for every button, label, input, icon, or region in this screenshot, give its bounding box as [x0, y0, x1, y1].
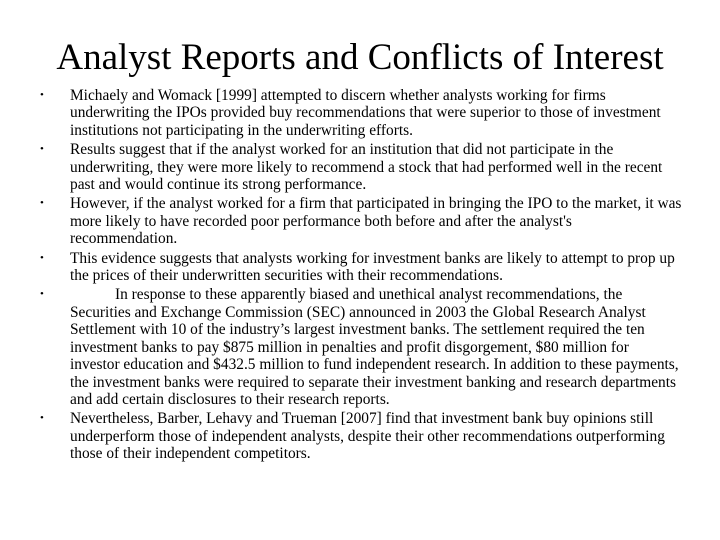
- bullet-marker: •: [40, 197, 44, 210]
- bullet-text: Results suggest that if the analyst worked for an institution that did not participate in the underwriting, they were more likely to recommend a stock that had performed well in the recent past and would continue its strong performance.: [70, 141, 663, 194]
- bullet-list: [0, 87, 720, 465]
- bullet-item: [0, 195, 720, 247]
- bullet-item: [0, 410, 720, 462]
- bullet-item: [0, 250, 720, 285]
- bullet-item: [0, 87, 720, 139]
- bullet-marker: •: [40, 288, 44, 301]
- bullet-item: [0, 286, 720, 408]
- bullet-item: [0, 141, 720, 193]
- bullet-marker: •: [40, 89, 44, 101]
- bullet-text: Michaely and Womack [1999] attempted to discern whether analysts working for firms underwriting the IPOs provided buy recommendations that were superior to those of investment institutions not participating in the underwriting efforts.: [70, 87, 661, 139]
- bullet-text: This evidence suggests that analysts working for investment banks are likely to attempt to prop up the prices of their underwritten securities with their recommendations.: [70, 249, 675, 285]
- bullet-marker: •: [40, 412, 44, 425]
- slide-title: Analyst Reports and Conflicts of Interest: [56, 37, 664, 78]
- bullet-text: However, if the analyst worked for a firm that participated in bringing the IPO to the market, it was more likely to have recorded poor performance both before and after the analyst's recommendation.: [70, 195, 682, 248]
- bullet-text: Nevertheless, Barber, Lehavy and Trueman [2007] find that investment bank buy opinions still underperform those of independent analysts, despite their other recommendations outperforming those of their independent competitors.: [70, 410, 665, 463]
- bullet-text: In response to these apparently biased and unethical analyst recommendations, the Securities and Exchange Commission (SEC) announced in 2003 the Global Research Analyst Settlement with 10 of the industry’s largest investment banks. The settlement required the ten investment banks to pay $875 million in penalties and profit disgorgement, $80 million for investor education and $432.5 million to fund independent research. In addition to these payments, the investment banks were required to separate their investment banking and research departments and add certain disclosures to their research reports.: [70, 286, 679, 408]
- bullet-marker: •: [40, 143, 44, 156]
- bullet-marker: •: [40, 251, 44, 264]
